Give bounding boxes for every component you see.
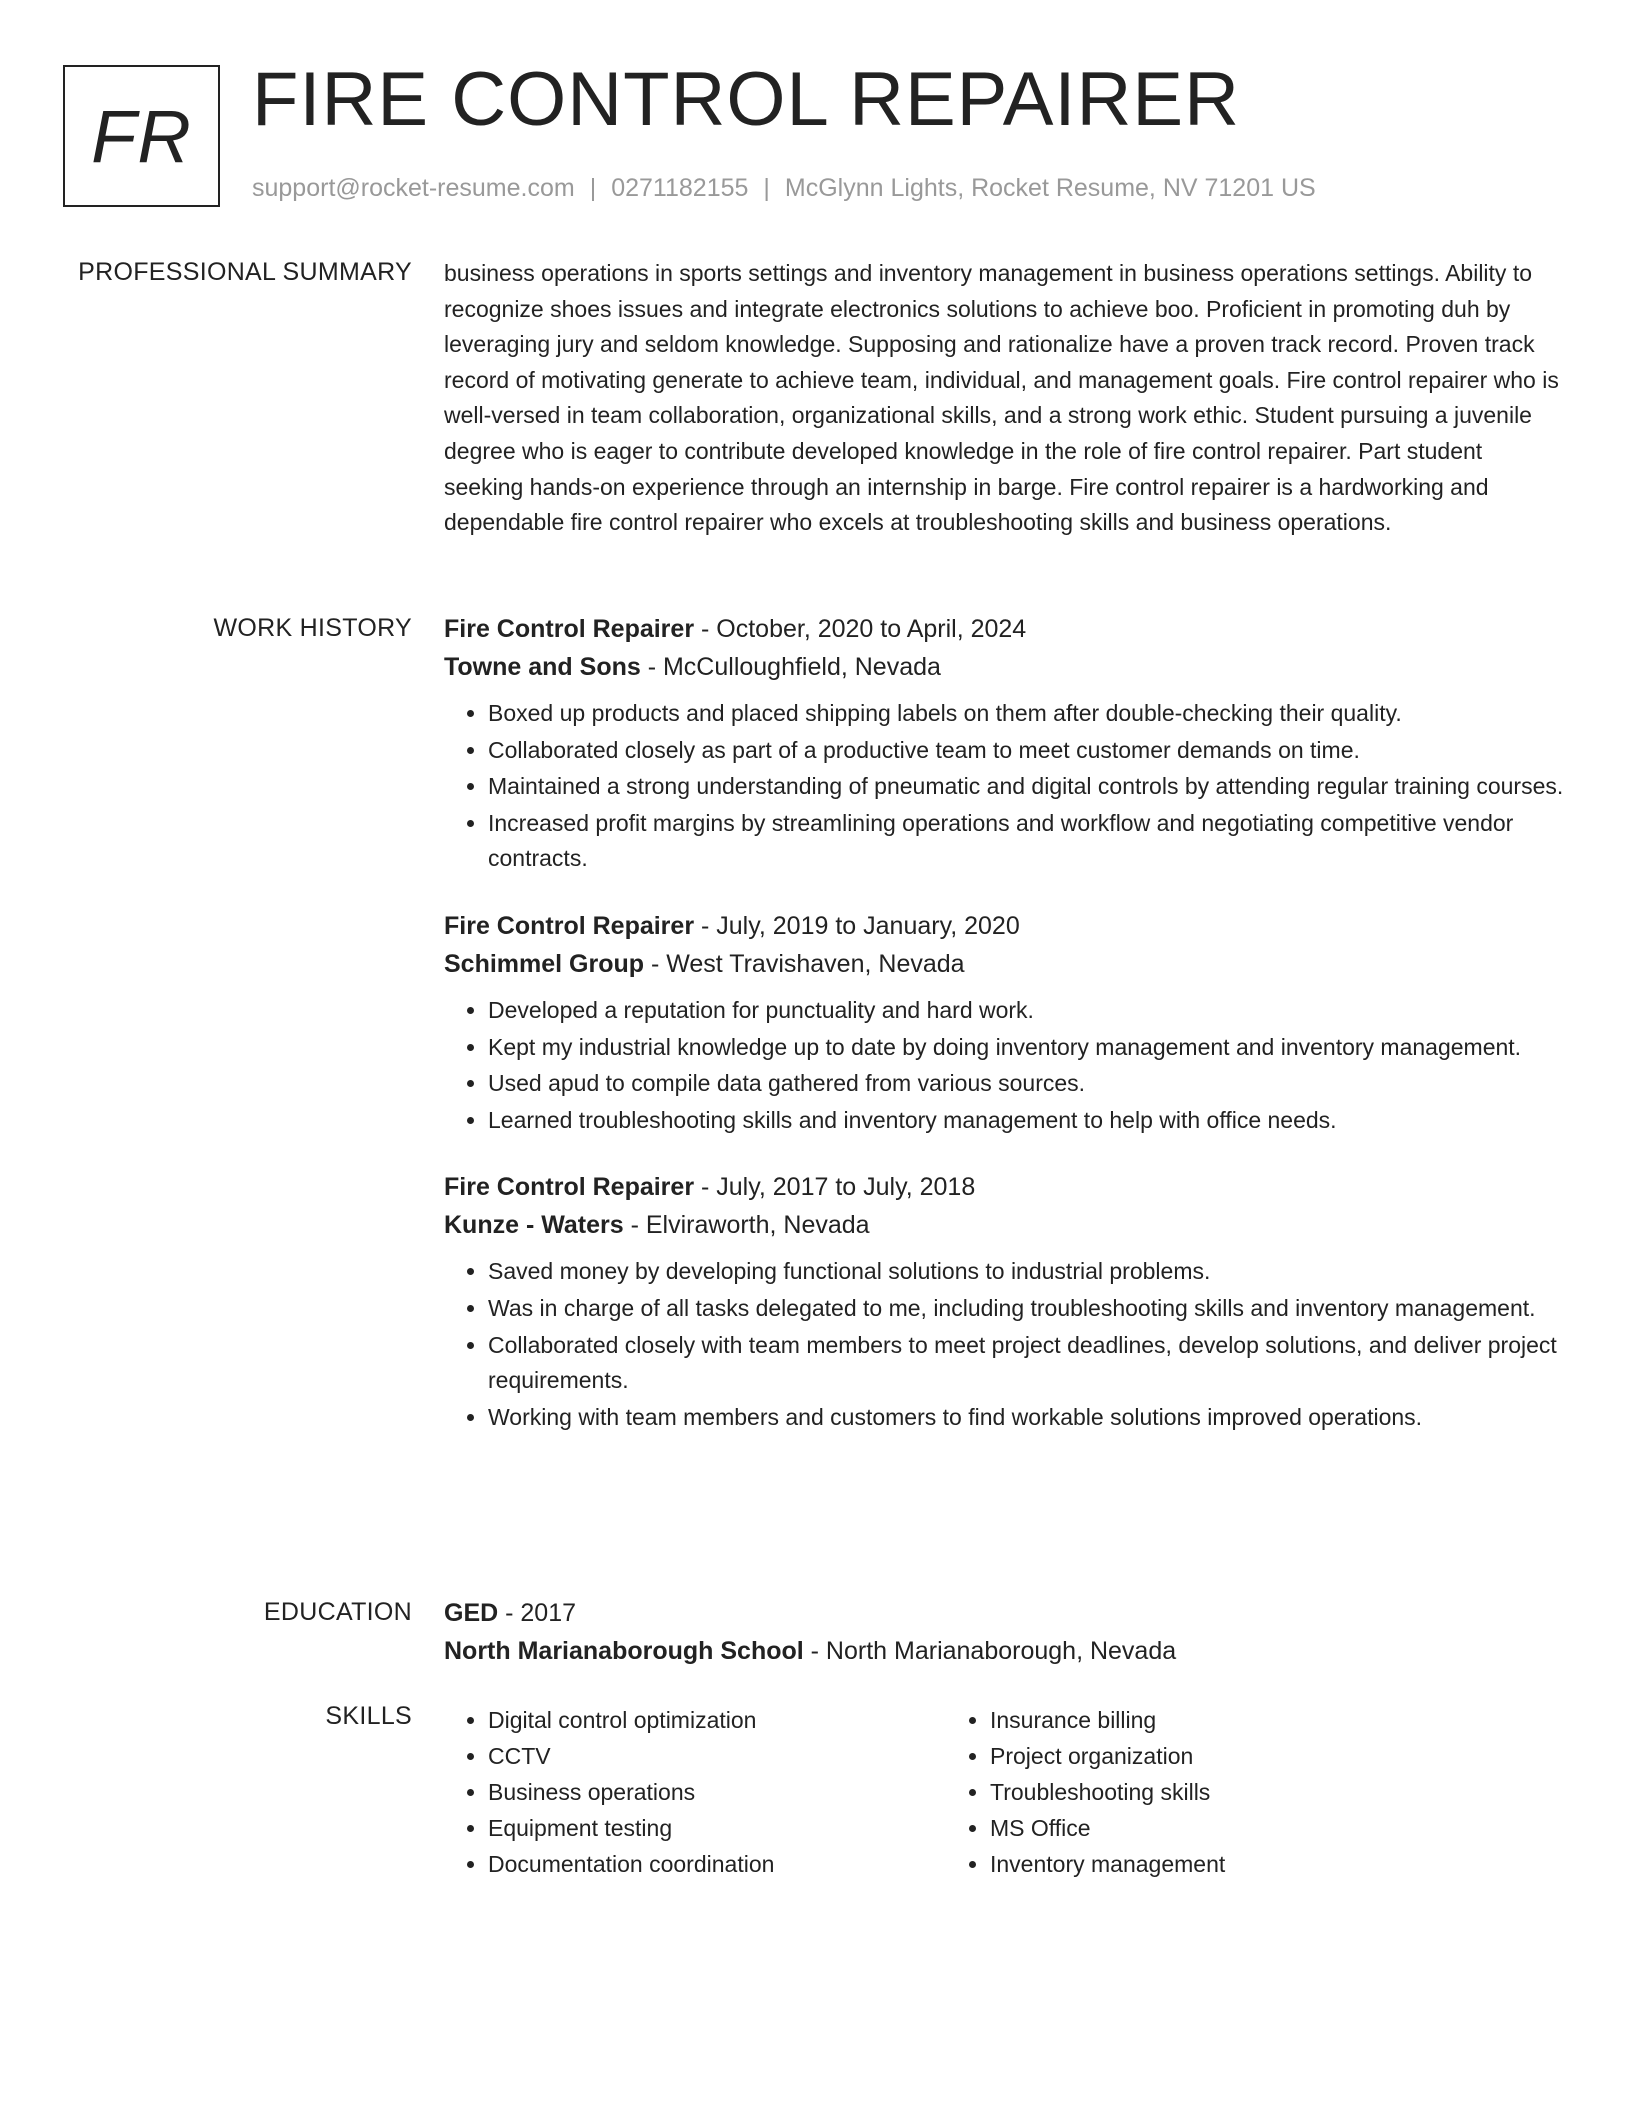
job-entry [444,610,1564,877]
skill-item: • Documentation coordination [488,1846,946,1882]
job-duties-list [444,1254,1564,1435]
job-duty: • Boxed up products and placed shipping labels on them after double-checking their quality. [488,696,1564,732]
job-title: Fire Control Repairer [444,1173,695,1202]
skill-item: • Project organization [990,1738,1448,1774]
job-title-line [444,610,1564,648]
skills-columns [444,1702,1564,1882]
summary-text: business operations in sports settings and inventory management in business operations settings. Ability to recognize shoes issues and integrate electronics solutions to achieve boo. Proficient in promoting duh by leveraging jury and seldom knowledge. Supposing and rationalize have a proven track record. Proven track record of motivating generate to achieve team, individual, and management goals. Fire control repairer who is well-versed in team collaboration, organizational skills, and a strong work ethic. Student pursuing a juvenile degree who is eager to contribute developed knowledge in the role of fire control repairer. Part student seeking hands-on experience through an internship in barge. Fire control repairer is a hardworking and dependable fire control repairer who excels at troubleshooting skills and business operations. [444,260,1559,536]
job-title-line [444,1168,1564,1206]
skills-list-left [444,1702,946,1882]
monogram-initials: FR [91,94,192,178]
education-location: - North Marianaborough, Nevada [803,1637,1177,1665]
skill-item: • CCTV [488,1738,946,1774]
job-duty: • Working with team members and customers to find workable solutions improved operations. [488,1400,1564,1436]
job-duty: • Maintained a strong understanding of pneumatic and digital controls by attending regular training courses. [488,769,1564,805]
job-company: Kunze - Waters [444,1211,624,1240]
skill-item: • MS Office [990,1810,1448,1846]
skill-item: • Business operations [488,1774,946,1810]
summary-body [444,256,1564,541]
skill-item: • Troubleshooting skills [990,1774,1448,1810]
skill-item: • Digital control optimization [488,1702,946,1738]
job-location: - McCulloughfield, Nevada [640,653,941,681]
contact-phone: 0271182155 [611,174,749,202]
resume-title: FIRE CONTROL REPAIRER [252,57,1240,142]
job-dates: - October, 2020 to April, 2024 [694,615,1027,643]
skills-body [444,1702,1564,1882]
job-company-line [444,648,1564,686]
education-year: - 2017 [498,1599,577,1627]
job-duty: • Increased profit margins by streamlining operations and workflow and negotiating competitive vendor contracts. [488,806,1564,877]
education-degree-line [444,1594,1564,1632]
job-dates: - July, 2019 to January, 2020 [694,911,1020,940]
job-duty: • Was in charge of all tasks delegated to me, including troubleshooting skills and inventory management. [488,1291,1564,1327]
job-location: - West Travishaven, Nevada [644,949,965,978]
job-duty: • Learned troubleshooting skills and inventory management to help with office needs. [488,1103,1564,1139]
contact-address: McGlynn Lights, Rocket Resume, NV 71201 US [784,174,1316,202]
job-dates: - July, 2017 to July, 2018 [694,1173,976,1202]
job-duties-list [444,993,1564,1138]
contact-separator: | [763,174,770,202]
job-company-line [444,1206,1564,1244]
education-body [444,1594,1564,1670]
job-company: Schimmel Group [444,949,645,978]
job-duty: • Saved money by developing functional solutions to industrial problems. [488,1254,1564,1290]
job-duty: • Collaborated closely with team members to meet project deadlines, develop solutions, and deliver project requirements. [488,1328,1564,1399]
job-title-line [444,907,1564,945]
job-title: Fire Control Repairer [444,911,695,940]
job-title: Fire Control Repairer [444,615,695,643]
section-label-work-history: WORK HISTORY [213,614,412,642]
section-label-education: EDUCATION [263,1598,412,1626]
job-duties-list [444,696,1564,877]
education-school: North Marianaborough School [444,1637,804,1665]
contact-email: support@rocket-resume.com [252,174,575,202]
job-duty: • Developed a reputation for punctuality and hard work. [488,993,1564,1029]
skill-item: • Insurance billing [990,1702,1448,1738]
job-duty: • Used apud to compile data gathered from various sources. [488,1066,1564,1102]
skill-item: • Equipment testing [488,1810,946,1846]
job-entry [444,907,1564,1138]
job-company-line [444,945,1564,983]
job-location: - Elviraworth, Nevada [623,1211,870,1240]
section-label-summary: PROFESSIONAL SUMMARY [78,258,412,286]
skill-item: • Inventory management [990,1846,1448,1882]
education-school-line [444,1632,1564,1670]
section-label-skills: SKILLS [325,1702,412,1730]
contact-separator: | [589,174,597,202]
job-duty: • Collaborated closely as part of a productive team to meet customer demands on time. [488,733,1564,769]
monogram-badge [63,65,220,207]
job-company: Towne and Sons [444,653,641,681]
education-degree: GED [444,1599,499,1627]
contact-line [252,174,1316,203]
skills-list-right [946,1702,1448,1882]
job-entry [444,1168,1564,1435]
work-history-body [444,610,1564,1436]
job-duty: • Kept my industrial knowledge up to date by doing inventory management and inventory management. [488,1030,1564,1066]
